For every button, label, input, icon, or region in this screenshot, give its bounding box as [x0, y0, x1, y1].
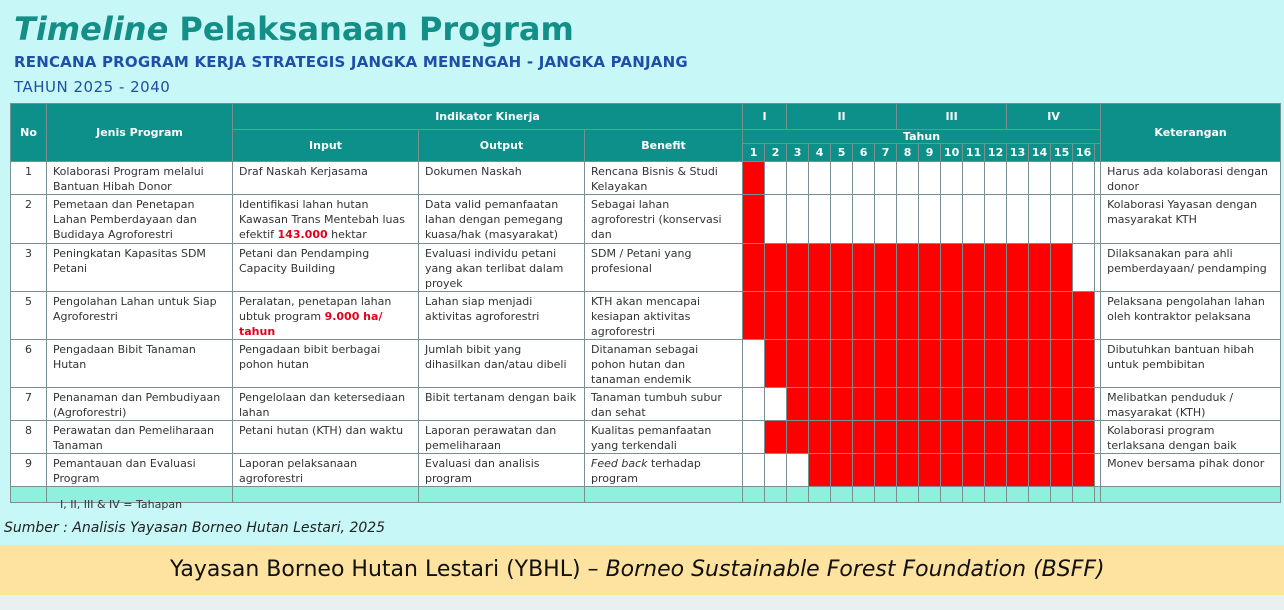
- gantt-bar-cell: [787, 292, 809, 340]
- gantt-bar-cell: [941, 340, 963, 388]
- footer-cell: [1101, 487, 1281, 503]
- gantt-empty-cell: [743, 421, 765, 454]
- gantt-bar-cell: [985, 244, 1007, 292]
- gantt-bar-cell: [853, 388, 875, 421]
- gantt-bar-cell: [1073, 340, 1095, 388]
- gantt-empty-cell: [787, 162, 809, 195]
- gantt-bar-cell: [985, 421, 1007, 454]
- row-keterangan: Melibatkan penduduk / masyarakat (KTH): [1101, 388, 1281, 421]
- row-jenis: Pemetaan dan Penetapan Lahan Pemberdayaan dan Budidaya Agroforestri: [47, 195, 233, 244]
- row-keterangan: Monev bersama pihak donor: [1101, 454, 1281, 487]
- input-highlight: 9.000 ha/ tahun: [239, 310, 383, 338]
- col-keterangan-header: Keterangan: [1101, 104, 1281, 162]
- row-input: Petani hutan (KTH) dan waktu: [233, 421, 419, 454]
- row-no: 3: [11, 244, 47, 292]
- gantt-empty-cell: [1051, 195, 1073, 244]
- gantt-bar-cell: [765, 421, 787, 454]
- gantt-bar-cell: [809, 292, 831, 340]
- gantt-empty-cell: [831, 195, 853, 244]
- row-no: 8: [11, 421, 47, 454]
- row-jenis: Kolaborasi Program melalui Bantuan Hibah Donor: [47, 162, 233, 195]
- col-benefit-header: Benefit: [585, 130, 743, 162]
- gantt-bar-cell: [963, 421, 985, 454]
- gantt-empty-cell: [853, 162, 875, 195]
- row-jenis: Pemantauan dan Evaluasi Program: [47, 454, 233, 487]
- gantt-bar-cell: [743, 244, 765, 292]
- gantt-bar-cell: [1029, 454, 1051, 487]
- gantt-bar-cell: [809, 340, 831, 388]
- row-input: Petani dan Pendamping Capacity Building: [233, 244, 419, 292]
- gantt-bar-cell: [897, 292, 919, 340]
- gantt-bar-cell: [765, 244, 787, 292]
- gantt-bar-cell: [809, 388, 831, 421]
- gantt-bar-cell: [1029, 340, 1051, 388]
- gantt-empty-cell: [1051, 162, 1073, 195]
- gantt-empty-cell: [1073, 244, 1095, 292]
- timeline-table: [10, 103, 1281, 503]
- gantt-bar-cell: [1073, 421, 1095, 454]
- gantt-bar-cell: [897, 421, 919, 454]
- gantt-empty-cell: [919, 162, 941, 195]
- gantt-bar-cell: [897, 454, 919, 487]
- year-header-16: 16: [1073, 144, 1095, 162]
- year-header-4: 4: [809, 144, 831, 162]
- phase-legend: I, II, III & IV = Tahapan: [60, 498, 183, 511]
- footer-cell: [963, 487, 985, 503]
- gantt-empty-cell: [831, 162, 853, 195]
- year-header-10: 10: [941, 144, 963, 162]
- footer-cell: [233, 487, 419, 503]
- gantt-empty-cell: [743, 340, 765, 388]
- row-input: Laporan pelaksanaan agroforestri: [233, 454, 419, 487]
- gantt-bar-cell: [875, 244, 897, 292]
- col-indikator-header: Indikator Kinerja: [233, 104, 743, 130]
- gantt-bar-cell: [1007, 454, 1029, 487]
- gantt-bar-cell: [985, 454, 1007, 487]
- year-header-12: 12: [985, 144, 1007, 162]
- table-row: [11, 421, 1281, 454]
- phase-1-header: I: [743, 104, 787, 130]
- row-output: Laporan perawatan dan pemeliharaan: [419, 421, 585, 454]
- gantt-bar-cell: [875, 454, 897, 487]
- row-jenis: Pengadaan Bibit Tanaman Hutan: [47, 340, 233, 388]
- row-no: 1: [11, 162, 47, 195]
- benefit-text: terhadap program: [591, 457, 701, 485]
- footer-org-plain: Yayasan Borneo Hutan Lestari (YBHL) –: [170, 557, 606, 582]
- year-header-8: 8: [897, 144, 919, 162]
- footer-cell: [419, 487, 585, 503]
- phase-4-header: IV: [1007, 104, 1101, 130]
- gantt-empty-cell: [941, 162, 963, 195]
- gantt-bar-cell: [941, 454, 963, 487]
- gantt-bar-cell: [985, 388, 1007, 421]
- gantt-bar-cell: [853, 292, 875, 340]
- gantt-empty-cell: [875, 195, 897, 244]
- row-output: Lahan siap menjadi aktivitas agroforestri: [419, 292, 585, 340]
- gantt-empty-cell: [985, 195, 1007, 244]
- footer-cell: [831, 487, 853, 503]
- gantt-bar-cell: [1051, 244, 1073, 292]
- gantt-bar-cell: [1051, 388, 1073, 421]
- gantt-empty-cell: [809, 162, 831, 195]
- gantt-bar-cell: [809, 421, 831, 454]
- row-output: Dokumen Naskah: [419, 162, 585, 195]
- row-keterangan: Kolaborasi Yayasan dengan masyarakat KTH: [1101, 195, 1281, 244]
- col-no-header: No: [11, 104, 47, 162]
- gantt-bar-cell: [765, 340, 787, 388]
- gantt-bar-cell: [831, 244, 853, 292]
- footer-cell: [853, 487, 875, 503]
- year-header-11: 11: [963, 144, 985, 162]
- gantt-bar-cell: [919, 244, 941, 292]
- footer-cell: [985, 487, 1007, 503]
- row-input: Pengelolaan dan ketersediaan lahan: [233, 388, 419, 421]
- gantt-empty-cell: [1073, 195, 1095, 244]
- gantt-empty-cell: [897, 162, 919, 195]
- gantt-bar-cell: [963, 388, 985, 421]
- row-output: Bibit tertanam dengan baik: [419, 388, 585, 421]
- table-row: [11, 454, 1281, 487]
- gantt-bar-cell: [1029, 388, 1051, 421]
- gantt-bar-cell: [985, 340, 1007, 388]
- footer-cell: [919, 487, 941, 503]
- gantt-empty-cell: [875, 162, 897, 195]
- year-header-pad: [1095, 144, 1101, 162]
- input-text: Identifikasi lahan hutan Kawasan Trans Mentebah luas efektif: [239, 198, 406, 241]
- year-header-13: 13: [1007, 144, 1029, 162]
- gantt-bar-cell: [853, 340, 875, 388]
- footer-cell: [897, 487, 919, 503]
- gantt-bar-cell: [1051, 340, 1073, 388]
- gantt-bar-cell: [831, 292, 853, 340]
- row-keterangan: Dilaksanakan para ahli pemberdayaan/ pendamping: [1101, 244, 1281, 292]
- table-row: [11, 195, 1281, 244]
- gantt-bar-cell: [765, 292, 787, 340]
- footer-cell: [1029, 487, 1051, 503]
- row-jenis: Peningkatan Kapasitas SDM Petani: [47, 244, 233, 292]
- row-input: Pengadaan bibit berbagai pohon hutan: [233, 340, 419, 388]
- row-keterangan: Dibutuhkan bantuan hibah untuk pembibitan: [1101, 340, 1281, 388]
- col-jenis-header: Jenis Program: [47, 104, 233, 162]
- col-input-header: Input: [233, 130, 419, 162]
- row-jenis: Penanaman dan Pembudiyaan (Agroforestri): [47, 388, 233, 421]
- row-benefit: Rencana Bisnis & Studi Kelayakan: [585, 162, 743, 195]
- gantt-bar-cell: [875, 340, 897, 388]
- row-output: Jumlah bibit yang dihasilkan dan/atau dibeli: [419, 340, 585, 388]
- gantt-empty-cell: [1073, 162, 1095, 195]
- gantt-empty-cell: [743, 388, 765, 421]
- footer-org: [170, 557, 1105, 582]
- gantt-bar-cell: [809, 244, 831, 292]
- gantt-empty-cell: [765, 162, 787, 195]
- gantt-bar-cell: [853, 244, 875, 292]
- row-jenis: Perawatan dan Pemeliharaan Tanaman: [47, 421, 233, 454]
- year-header-14: 14: [1029, 144, 1051, 162]
- gantt-bar-cell: [919, 421, 941, 454]
- gantt-bar-cell: [1029, 421, 1051, 454]
- gantt-bar-cell: [743, 292, 765, 340]
- footer-cell: [743, 487, 765, 503]
- phase-2-header: II: [787, 104, 897, 130]
- gantt-bar-cell: [831, 454, 853, 487]
- gantt-bar-cell: [1051, 454, 1073, 487]
- gantt-bar-cell: [1051, 292, 1073, 340]
- gantt-empty-cell: [809, 195, 831, 244]
- row-keterangan: Pelaksana pengolahan lahan oleh kontraktor pelaksana: [1101, 292, 1281, 340]
- table-row: [11, 388, 1281, 421]
- gantt-empty-cell: [1029, 195, 1051, 244]
- row-no: 7: [11, 388, 47, 421]
- row-no: 5: [11, 292, 47, 340]
- title-italic: Timeline: [14, 10, 169, 48]
- row-no: 2: [11, 195, 47, 244]
- footer-cell: [1051, 487, 1073, 503]
- table-footer-row: [11, 487, 1281, 503]
- input-highlight: 143.000: [277, 228, 328, 241]
- table-row: [11, 162, 1281, 195]
- year-header-6: 6: [853, 144, 875, 162]
- source-note: Sumber : Analisis Yayasan Borneo Hutan Lestari, 2025: [4, 520, 386, 536]
- row-output: Data valid pemanfaatan lahan dengan pemegang kuasa/hak (masyarakat): [419, 195, 585, 244]
- year-header-7: 7: [875, 144, 897, 162]
- gantt-empty-cell: [765, 195, 787, 244]
- page-title: [14, 10, 574, 48]
- gantt-bar-cell: [809, 454, 831, 487]
- gantt-bar-cell: [787, 340, 809, 388]
- gantt-bar-cell: [919, 292, 941, 340]
- year-header-3: 3: [787, 144, 809, 162]
- gantt-empty-cell: [787, 454, 809, 487]
- gantt-bar-cell: [853, 421, 875, 454]
- row-jenis: Pengolahan Lahan untuk Siap Agroforestri: [47, 292, 233, 340]
- gantt-empty-cell: [765, 388, 787, 421]
- gantt-empty-cell: [743, 454, 765, 487]
- gantt-bar-cell: [897, 388, 919, 421]
- bottom-strip: [0, 595, 1284, 610]
- row-input: Draf Naskah Kerjasama: [233, 162, 419, 195]
- gantt-bar-cell: [919, 340, 941, 388]
- row-keterangan: Kolaborasi program terlaksana dengan baik: [1101, 421, 1281, 454]
- year-header-5: 5: [831, 144, 853, 162]
- table-row: [11, 244, 1281, 292]
- gantt-bar-cell: [1051, 421, 1073, 454]
- gantt-bar-cell: [941, 244, 963, 292]
- gantt-bar-cell: [853, 454, 875, 487]
- gantt-bar-cell: [1007, 244, 1029, 292]
- gantt-bar-cell: [1029, 244, 1051, 292]
- year-header-15: 15: [1051, 144, 1073, 162]
- footer-cell: [1007, 487, 1029, 503]
- gantt-bar-cell: [985, 292, 1007, 340]
- gantt-bar-cell: [1029, 292, 1051, 340]
- row-output: Evaluasi individu petani yang akan terlibat dalam proyek: [419, 244, 585, 292]
- gantt-bar-cell: [1073, 292, 1095, 340]
- gantt-bar-cell: [941, 388, 963, 421]
- title-rest: Pelaksanaan Program: [168, 10, 574, 48]
- row-benefit: Tanaman tumbuh subur dan sehat: [585, 388, 743, 421]
- gantt-empty-cell: [919, 195, 941, 244]
- gantt-bar-cell: [963, 454, 985, 487]
- phase-3-header: III: [897, 104, 1007, 130]
- footer-cell: [765, 487, 787, 503]
- gantt-bar-cell: [831, 421, 853, 454]
- footer-cell: [585, 487, 743, 503]
- gantt-empty-cell: [1029, 162, 1051, 195]
- year-header-2: 2: [765, 144, 787, 162]
- page-subtitle: RENCANA PROGRAM KERJA STRATEGIS JANGKA MENENGAH - JANGKA PANJANG: [14, 53, 688, 71]
- footer-cell: [1073, 487, 1095, 503]
- gantt-bar-cell: [831, 388, 853, 421]
- row-input: [233, 292, 419, 340]
- gantt-bar-cell: [963, 244, 985, 292]
- gantt-empty-cell: [1007, 162, 1029, 195]
- gantt-empty-cell: [941, 195, 963, 244]
- col-output-header: Output: [419, 130, 585, 162]
- row-benefit: SDM / Petani yang profesional: [585, 244, 743, 292]
- row-keterangan: Harus ada kolaborasi dengan donor: [1101, 162, 1281, 195]
- gantt-bar-cell: [743, 195, 765, 244]
- gantt-bar-cell: [963, 340, 985, 388]
- year-range: TAHUN 2025 - 2040: [14, 78, 171, 96]
- gantt-bar-cell: [941, 292, 963, 340]
- gantt-bar-cell: [1007, 388, 1029, 421]
- table-row: [11, 292, 1281, 340]
- footer-cell: [809, 487, 831, 503]
- gantt-bar-cell: [897, 244, 919, 292]
- gantt-empty-cell: [1007, 195, 1029, 244]
- footer-cell: [11, 487, 47, 503]
- row-no: 6: [11, 340, 47, 388]
- gantt-bar-cell: [919, 454, 941, 487]
- gantt-empty-cell: [897, 195, 919, 244]
- footer-cell: [875, 487, 897, 503]
- row-output: Evaluasi dan analisis program: [419, 454, 585, 487]
- gantt-bar-cell: [743, 162, 765, 195]
- gantt-bar-cell: [897, 340, 919, 388]
- footer-bar: [0, 545, 1284, 595]
- gantt-bar-cell: [831, 340, 853, 388]
- gantt-bar-cell: [875, 388, 897, 421]
- benefit-italic: Feed back: [591, 457, 648, 470]
- gantt-bar-cell: [1007, 292, 1029, 340]
- gantt-empty-cell: [787, 195, 809, 244]
- footer-cell: [787, 487, 809, 503]
- input-text: Peralatan, penetapan lahan ubtuk program: [239, 295, 392, 323]
- gantt-bar-cell: [875, 421, 897, 454]
- gantt-empty-cell: [853, 195, 875, 244]
- gantt-empty-cell: [963, 195, 985, 244]
- gantt-bar-cell: [941, 421, 963, 454]
- row-benefit: [585, 454, 743, 487]
- row-benefit: Sebagai lahan agroforestri (konservasi dan: [585, 195, 743, 244]
- gantt-bar-cell: [787, 244, 809, 292]
- col-tahun-header: Tahun: [743, 130, 1101, 144]
- row-no: 9: [11, 454, 47, 487]
- year-header-9: 9: [919, 144, 941, 162]
- footer-org-italic: Borneo Sustainable Forest Foundation (BSFF): [605, 557, 1105, 582]
- gantt-bar-cell: [919, 388, 941, 421]
- gantt-bar-cell: [963, 292, 985, 340]
- table-row: [11, 340, 1281, 388]
- gantt-empty-cell: [985, 162, 1007, 195]
- row-input: [233, 195, 419, 244]
- gantt-empty-cell: [963, 162, 985, 195]
- gantt-bar-cell: [875, 292, 897, 340]
- footer-cell: [941, 487, 963, 503]
- gantt-bar-cell: [1073, 388, 1095, 421]
- gantt-bar-cell: [787, 421, 809, 454]
- gantt-bar-cell: [1007, 340, 1029, 388]
- gantt-bar-cell: [1073, 454, 1095, 487]
- gantt-bar-cell: [1007, 421, 1029, 454]
- row-benefit: KTH akan mencapai kesiapan aktivitas agroforestri: [585, 292, 743, 340]
- row-benefit: Kualitas pemanfaatan yang terkendali: [585, 421, 743, 454]
- row-benefit: Ditanaman sebagai pohon hutan dan tanaman endemik: [585, 340, 743, 388]
- gantt-bar-cell: [787, 388, 809, 421]
- input-text-after: hektar: [327, 228, 367, 241]
- year-header-1: 1: [743, 144, 765, 162]
- gantt-empty-cell: [765, 454, 787, 487]
